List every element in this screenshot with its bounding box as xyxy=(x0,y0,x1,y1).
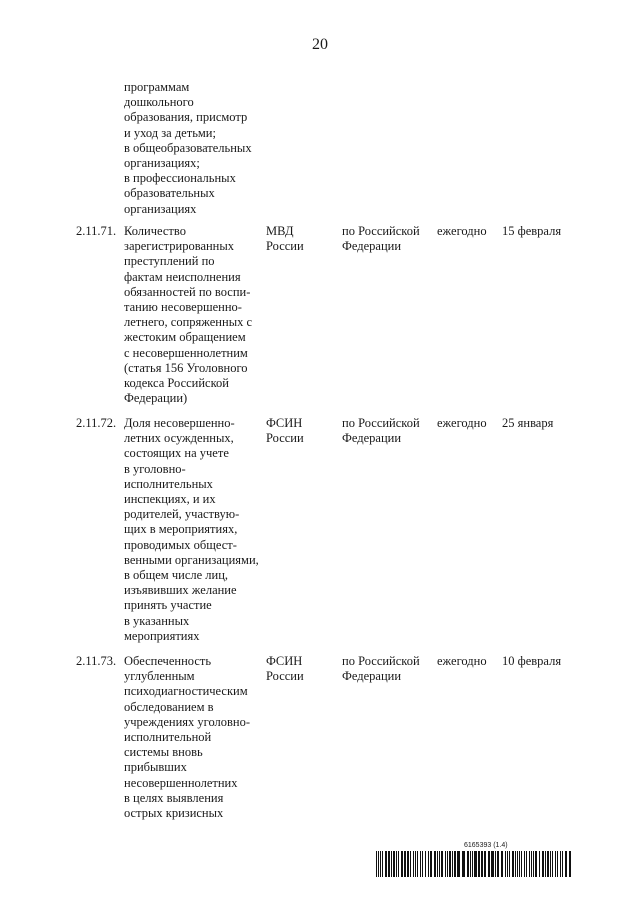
row-level: по Российской Федерации xyxy=(342,654,420,684)
row-indicator: Доля несовершенно- летних осужденных, состоящих на учете в уголовно- исполнительных инспекциях, и их родителей, участвую- щих в мероприятиях, проводимых общест- венными организациями, в общем числе лиц, изъявивших желание принять участие в указанных мероприятиях xyxy=(124,416,259,643)
row-agency: МВД России xyxy=(266,224,304,254)
row-deadline: 10 февраля xyxy=(502,654,562,668)
row-deadline: 25 января xyxy=(502,416,554,430)
row-deadline: 15 февраля xyxy=(502,224,562,238)
continued-indicator-text: программам дошкольного образования, присмотр и уход за детьми; в общеобразовательных организациях; в профессиональных образовательных организациях xyxy=(124,80,252,216)
row-periodicity: ежегодно xyxy=(437,416,487,430)
row-number: 2.11.71. xyxy=(76,224,117,238)
row-indicator: Обеспеченность углубленным психодиагностическим обследованием в учреждениях уголовно- исполнительной системы вновь прибывших несовершеннолетних в целях выявления острых кризисных xyxy=(124,654,251,821)
barcode-image xyxy=(376,851,572,877)
row-number: 2.11.73. xyxy=(76,654,117,668)
row-agency: ФСИН России xyxy=(266,416,304,446)
row-agency: ФСИН России xyxy=(266,654,304,684)
row-periodicity: ежегодно xyxy=(437,654,487,668)
row-level: по Российской Федерации xyxy=(342,224,420,254)
row-number: 2.11.72. xyxy=(76,416,117,430)
barcode-label: 6165393 (1.4) xyxy=(464,842,508,849)
row-indicator: Количество зарегистрированных преступлений по фактам неисполнения обязанностей по воспи- танию несовершенно- летнего, сопряженных с жестоким обращением с несовершеннолетним (статья 156 Уголовного кодекса Российской Федерации) xyxy=(124,224,253,406)
row-level: по Российской Федерации xyxy=(342,416,420,446)
row-periodicity: ежегодно xyxy=(437,224,487,238)
page-number: 20 xyxy=(312,36,328,53)
